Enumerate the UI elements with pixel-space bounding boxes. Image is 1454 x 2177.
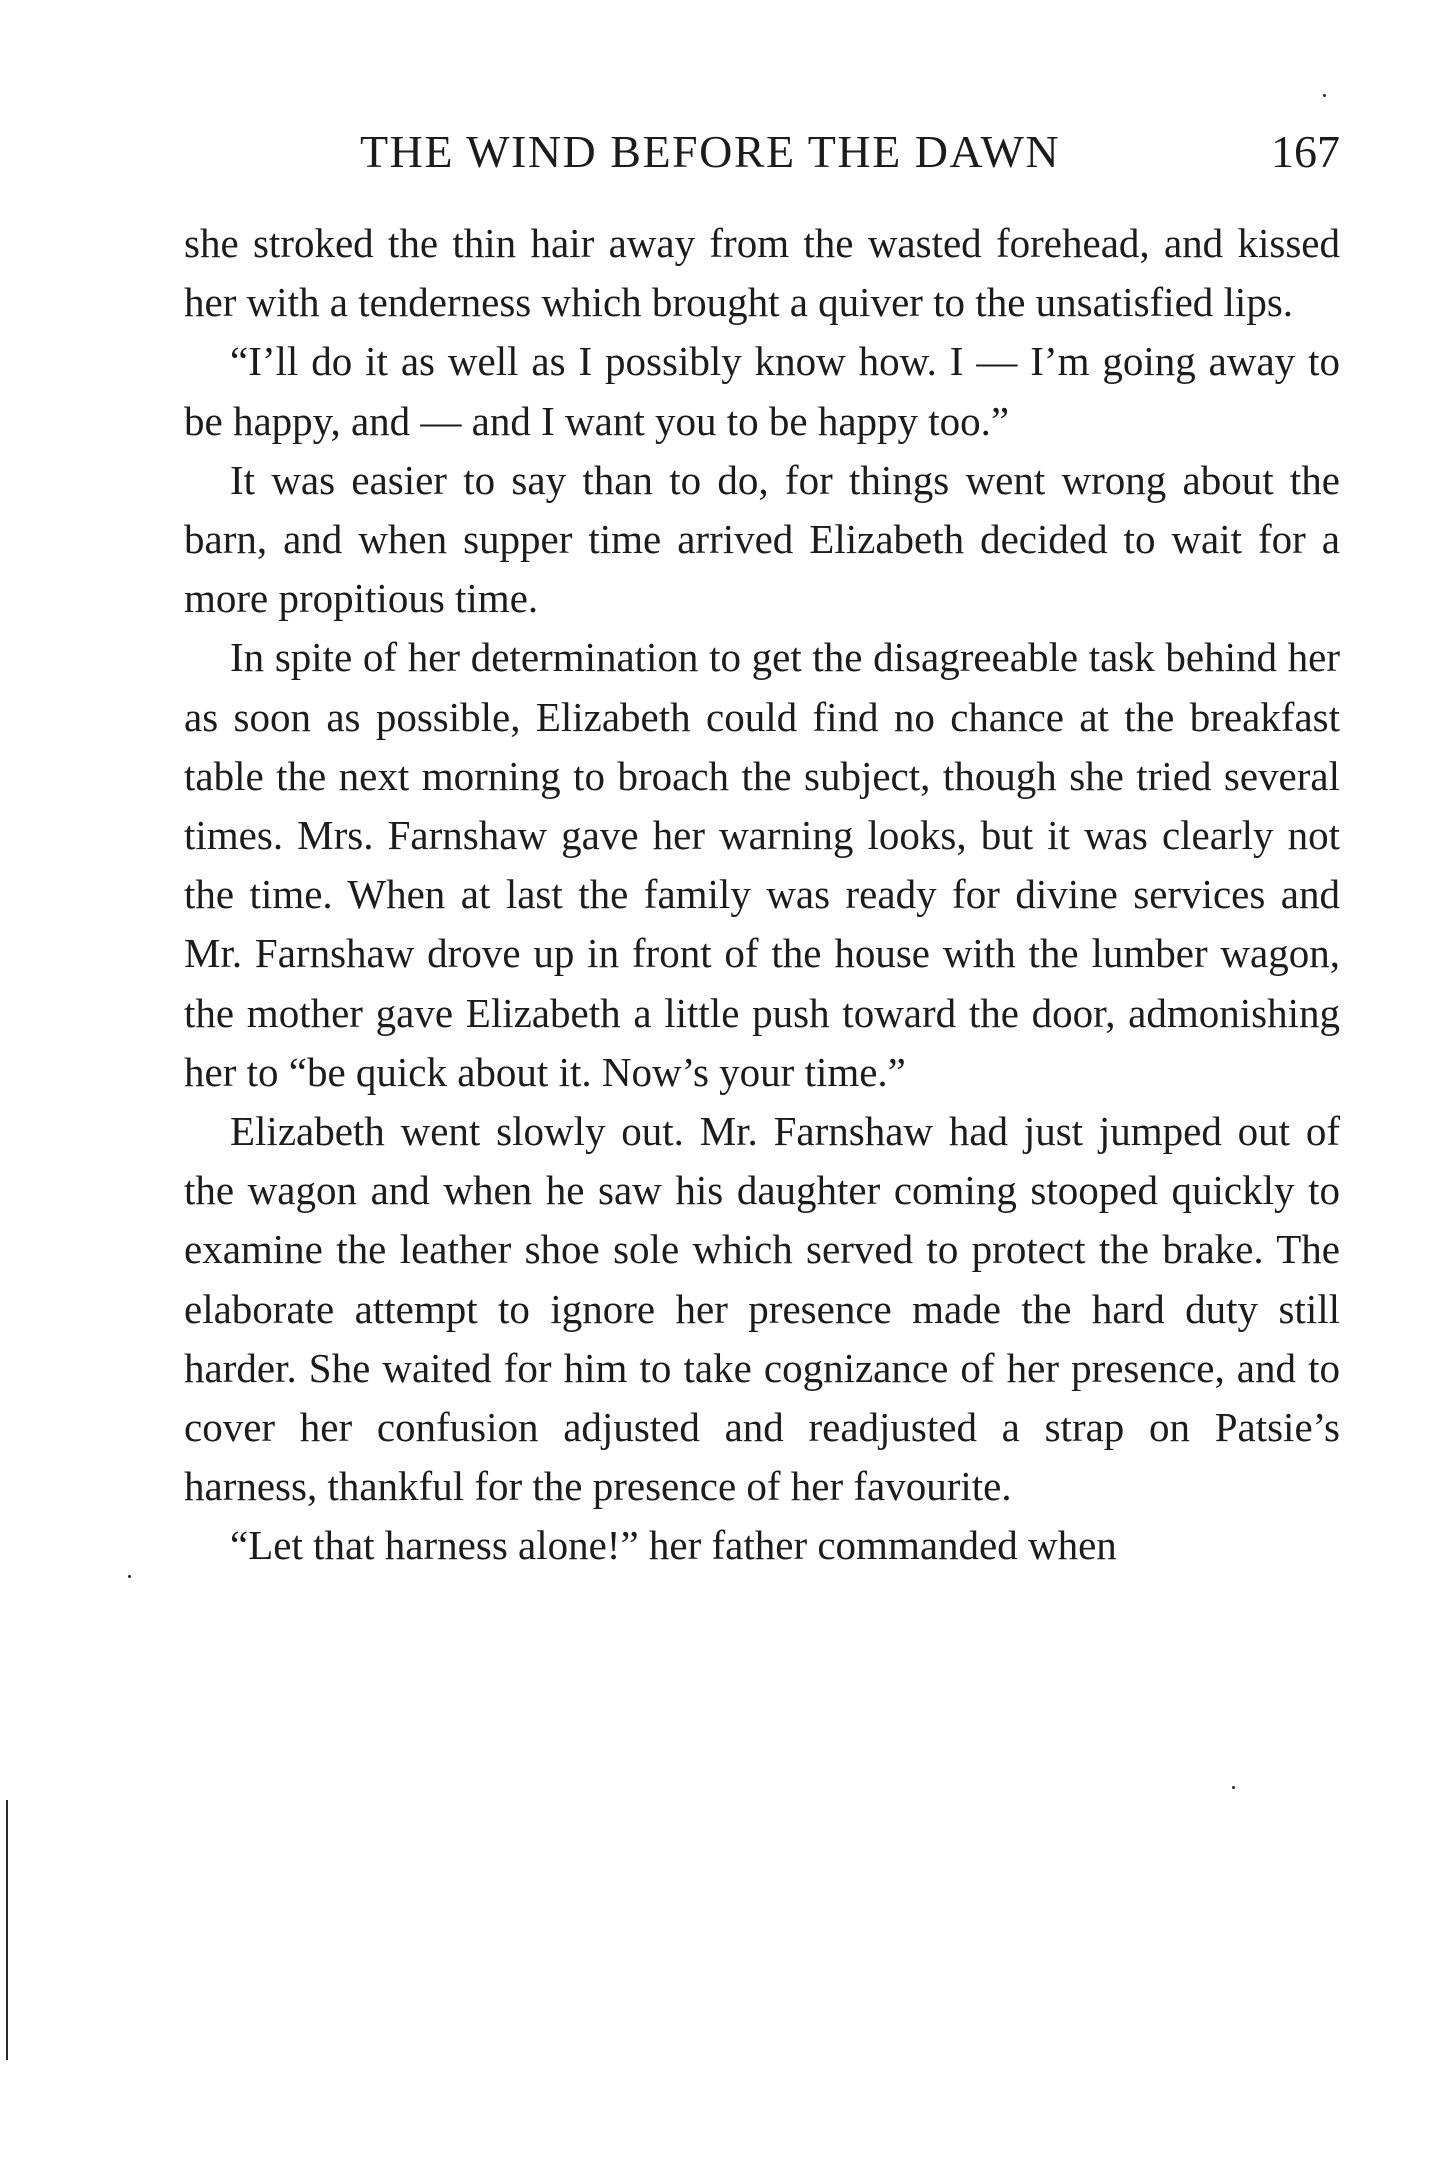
paragraph: It was easier to say than to do, for things went wrong about the barn, and when supper time arrived Elizabeth decided to wait for a more propitious time.	[184, 456, 1340, 622]
paragraph: Elizabeth went slowly out. Mr. Farnshaw had just jumped out of the wagon and when he saw his daughter coming stooped quickly to examine the leather shoe sole which served to protect the brake. The elaborate attempt to ignore her presence made the hard duty still harder. She waited for him to take cognizance of her presence, and to cover her confusion adjusted and readjusted a strap on Patsie’s harness, thankful for the presence of her favourite.	[184, 1108, 1340, 1510]
body-text	[184, 214, 1340, 1576]
scan-speck	[1323, 94, 1326, 97]
running-header	[184, 122, 1340, 182]
paragraph: “I’ll do it as well as I possibly know how. I — I’m going away to be happy, and — and I want you to be happy too.”	[184, 338, 1340, 444]
running-title: THE WIND BEFORE THE DAWN	[360, 126, 1061, 177]
scan-edge-mark	[6, 1800, 8, 2060]
page-number: 167	[1271, 126, 1340, 177]
paragraph-continued: she stroked the thin hair away from the wasted forehead, and kissed her with a tenderness which brought a quiver to the unsatisfied lips.	[184, 220, 1340, 326]
scan-speck	[1232, 1786, 1235, 1789]
paragraph: “Let that harness alone!” her father commanded when	[230, 1522, 1117, 1569]
scan-speck	[128, 1575, 131, 1578]
paragraph: In spite of her determination to get the disagreeable task behind her as soon as possible, Elizabeth could find no chance at the breakfast table the next morning to broach the subject, though she tried several times. Mrs. Farnshaw gave her warning looks, but it was clearly not the time. When at last the family was ready for divine services and Mr. Farnshaw drove up in front of the house with the lumber wagon, the mother gave Elizabeth a little push toward the door, admonishing her to “be quick about it. Now’s your time.”	[184, 634, 1340, 1095]
